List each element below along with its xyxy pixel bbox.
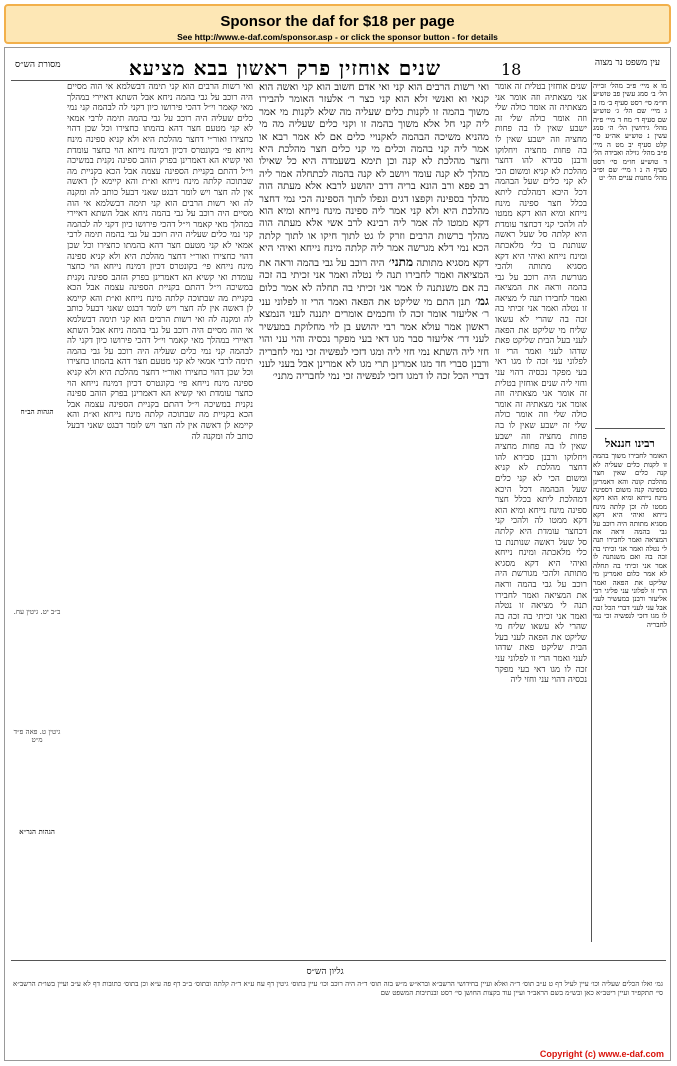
gemara-closing: מתני׳ xyxy=(272,371,293,383)
rabbenu-chananel xyxy=(593,436,667,956)
sponsor-subtitle[interactable]: See http://www.e-daf.com/sponsor.asp - or click the sponsor button - for details xyxy=(177,32,498,42)
page-number: 18 xyxy=(501,60,522,79)
footer-divider xyxy=(11,960,666,961)
rabbenu-chananel-text: האומר לחבירו משוך בהמה זו לקנות כלים שעליה לא קנה כלים שאין חצר מהלכת קונה והא דאמרינן בספינה קנה משום דספינה מינח נייחא ומיא הוא דקא ממטו לה וכן קלתה מינח נייחא ואיהי היא דקא מסגיא מתותה היה רוכב על גבי בהמה וראה את המציאה ואמר לחבירו תנה לי נטלה ואמר אני זכיתי בה זכה בה ואם משנתנה לו אמר אני זכיתי בה תחלה לא אמר כלום ואמרינן מי שליקט את הפאה ואמר הרי זו לפלוני עני פליגי רבי אליעזר ורבנן במעשיר לעני אבל עני לעני דברי הכל זכה לו מגו דזכי לנפשיה זכי נמי לחבריה xyxy=(593,452,667,629)
copyright-notice[interactable]: Copyright (c) www.e-daf.com xyxy=(539,1049,664,1059)
tosafot-text-continued: ואי רשות הרבים הוא קני תימה דבשלמא אי הוה מסיים היה רוכב על גבי בהמה ניחא אבל השתא דאיירי במהלך מאי קאמר וי״ל דהכי פירושו כיון דקני לה לבהמה קני נמי כלים שעליה היה רוכב על גבי בהמה תימה לרבי אמאי לא קני מטעם חצר דהא בהמתו כחצירו וכל שכן דהוי כחצירו ואור״י דחצר מהלכת היא ולא קניא ספינה מינח נייחא פי׳ בקונטרס דכיון דמינח נייחא הוי כחצר עומדת ואי קשיא הא דאמרינן בפרק הזהב ספינה נקנית במשיכה וי״ל דהתם בקניית הספינה עצמה אבל הכא בקניית מה שבתוכה קלתה מינח נייחא וא״ת והא קיימא לן דאשה אין לה חצר ויש לומר דבגט שאני דבעל כותב לה ומקנה לה xyxy=(67,315,253,442)
column-divider xyxy=(591,82,592,942)
rabbenu-chananel-heading: רבינו חננאל xyxy=(605,437,655,450)
sponsor-banner[interactable] xyxy=(4,4,671,44)
header-divider xyxy=(11,80,666,81)
mishnah-label: מתני׳ xyxy=(384,254,414,269)
ein-mishpat xyxy=(593,82,667,422)
masoret-hashas-heading: מסורת הש״ס xyxy=(15,60,61,70)
tosafot-text-continued: ואי רשות הרבים הוא קני תימה דבשלמא אי הוה מסיים היה רוכב על גבי בהמה ניחא אבל השתא דאיירי במהלך מאי קאמר וי״ל דהכי פירושו כיון דקני לה לבהמה קני נמי כלים שעליה היה רוכב על גבי בהמה תימה לרבי אמאי לא קני מטעם חצר דהא בהמתו כחצירו וכל שכן דהוי כחצירו ואור״י דחצר מהלכת היא ולא קניא ספינה מינח נייחא פי׳ בקונטרס דכיון דמינח נייחא הוי כחצר עומדת ואי קשיא הא דאמרינן בפרק הזהב ספינה נקנית במשיכה וי״ל דהתם בקניית הספינה עצמה אבל הכא בקניית מה שבתוכה קלתה מינח נייחא וא״ת והא קיימא לן דאשה אין לה חצר ויש לומר דבגט שאני דבעל כותב לה ומקנה לה xyxy=(67,198,253,326)
gemara-label: גמ׳ xyxy=(470,293,489,308)
rashi-commentary xyxy=(495,82,587,942)
margin-note: גיטין ט. פאה פ״ד מ״ט xyxy=(13,728,61,745)
talmud-page xyxy=(4,47,671,1061)
gilyon-hashas-text: גמ׳ ואלו הכלים שעליה וכו׳ עיין לעיל דף ט ע״ב תוס׳ ד״ה ואלא ועיין בחידושי הרשב״א וברא״ש מ״ש בזה תוס׳ ד״ה היה רוכב וכו׳ עיין בתוס׳ גיטין דף עח ע״א ד״ה קלתה ובתוס׳ ב״ב דף פה ע״א וכן בתוס׳ כתובות דף לא ע״ב ועיין בשו״ת הרשב״א סי׳ תתקפ״ד ועיין ריטב״א כאן ובש״מ בשם הראב״ד ועיין עוד בקצות החושן סי׳ רסט ובנתיבות המשפט שם xyxy=(13,980,663,997)
margin-note: הגהות הגר״א xyxy=(19,827,55,836)
margin-note: הגהות הב״ח xyxy=(20,407,54,416)
rashi-text-continued: שנים אוחזין בטלית זה אומר אני מצאתיה וזה אומר אני מצאתיה זה אומר כולה שלי וזה אומר כולה שלי זה ישבע שאין לו בה פחות מחציה וזה ישבע שאין לו בה פחות מחציה ויחלוקו ורבנן סבירא להו דחצר מהלכת לא קניא ומשום הכי לא קני כלים שעל הבהמה דכל היכא דמהלכת ליתא בכלל חצר ספינה מינח נייחא ומיא הוא דקא ממטו לה ולהכי קני דכחצר עומדת היא קלתה סל שעל ראשה שנותנת בו כלי מלאכתה ומינח נייחא ואיהי היא דקא מסגיא מתותה ולהכי מגורשת היה רוכב על גבי בהמה וראה את המציאה ואמר לחבירו תנה לי מציאה זו נטלה ואמר אני זכיתי בה זכה בה שהרי לא עשאו שליח מי שליקט את הפאה לעני בעל הבית שליקט פאת שדהו לעני ואמר הרי זו לפלוני עני זכה לו מגו דאי בעי מפקר נכסיה דהוי עני וחזי ליה xyxy=(495,378,587,686)
gemara-column xyxy=(259,82,489,942)
ein-mishpat-text: מו א מיי׳ פ״ב מהל׳ זכייה הל׳ ב׳ סמג עשין פב טוש״ע חו״מ סי׳ רסט סעיף ב׳ מז ב ג מיי׳ שם הל׳ ג׳ טוש״ע שם סעיף ד׳ מח ד מיי׳ פ״ה מהל׳ גירושין הל׳ ה׳ סמג עשין נ טוש״ע אה״ע סי׳ קלט סעיף יב מט ה מיי׳ פ״ב מהל׳ גזילה ואבידה הל׳ ד טוש״ע חו״מ סי׳ רסט סעיף ה נ ו מיי׳ שם ופ״ב מהל׳ מתנות עניים הל׳ יט xyxy=(593,82,667,183)
tosafot-text: ואי רשות הרבים הוא קני תימה דבשלמא אי הוה מסיים היה רוכב על גבי בהמה ניחא אבל השתא דאיירי במהלך מאי קאמר וי״ל דהכי פירושו כיון דקני לה לבהמה קני נמי כלים שעליה היה רוכב על גבי בהמה תימה לרבי אמאי לא קני מטעם חצר דהא בהמתו כחצירו וכל שכן דהוי כחצירו ואור״י דחצר מהלכת היא ולא קניא ספינה מינח נייחא פי׳ בקונטרס דכיון דמינח נייחא הוי כחצר עומדת ואי קשיא הא דאמרינן בפרק הזהב ספינה נקנית במשיכה וי״ל דהתם בקניית הספינה עצמה אבל הכא בקניית מה שבתוכה קלתה מינח נייחא וא״ת והא קיימא לן דאשה אין לה חצר ויש לומר דבגט שאני דבעל כותב לה ומקנה לה xyxy=(67,82,253,209)
page-title: שנים אוחזין פרק ראשון בבא מציעא xyxy=(128,56,442,80)
mishnah-text: היה רוכב על גבי בהמה וראה את המציאה ואמר לחבירו תנה לי נטלה ואמר אני זכיתי בה זכה בה אם משנתנה לו אמר אני זכיתי בה תחלה לא אמר כלום xyxy=(259,257,489,294)
rashi-text: שנים אוחזין בטלית זה אומר אני מצאתיה וזה אומר אני מצאתיה זה אומר כולה שלי וזה אומר כולה שלי זה ישבע שאין לו בה פחות מחציה וזה ישבע שאין לו בה פחות מחציה ויחלוקו ורבנן סבירא להו דחצר מהלכת לא קניא ומשום הכי לא קני כלים שעל הבהמה דכל היכא דמהלכת ליתא בכלל חצר ספינה מינח נייחא ומיא הוא דקא ממטו לה ולהכי קני דכחצר עומדת היא קלתה סל שעל ראשה שנותנת בו כלי מלאכתה ומינח נייחא ואיהי היא דקא מסגיא מתותה ולהכי מגורשת היה רוכב על גבי בהמה וראה את המציאה ואמר לחבירו תנה לי מציאה זו נטלה ואמר אני זכיתי בה זכה בה שהרי לא עשאו שליח מי שליקט את הפאה לעני בעל הבית שליקט פאת שדהו לעני ואמר הרי זו לפלוני עני זכה לו מגו דאי בעי מפקר נכסיה דהוי עני וחזי ליה xyxy=(495,82,587,389)
sponsor-title[interactable]: Sponsor the daf for $18 per page xyxy=(220,13,455,30)
gemara-discussion: תנן התם מי שליקט את הפאה ואמר הרי זו לפלוני עני ר׳ אליעזר אומר זכה לו וחכמים אומרים יתננה לעני הנמצא ראשון אמר עולא אמר רבי יהושע בן לוי מחלוקת במעשיר לעני דר׳ אליעזר סבר מגו דאי בעי מפקר נכסיה והוי עני והוי חזי ליה השתא נמי חזי ליה ומגו דזכי לנפשיה זכי נמי לחבריה ורבנן סברי חד מגו אמרינן תרי מגו לא אמרינן אבל בעני לעני דברי הכל זכה לו דמגו דזכי לנפשיה זכי נמי לחבריה xyxy=(259,296,489,383)
section-divider xyxy=(595,428,665,429)
margin-note: ב״ב יט. גיטין עח. xyxy=(13,608,61,616)
ein-mishpat-heading: עין משפט נר מצוה xyxy=(594,58,660,68)
gemara-text: ואי רשות הרבים הוא קני ואי אדם חשוב הוא קני ואשה הוא קנאי וא ואנשי זלא הוא קני כצר ר׳ אלעזר האומר להבירו משוך בהמה זו לקנות כלים שעליה מה שלא לקנות מי אמר ליה קני חל אלא משוך בהמה זו וקני כלים שעליה מה מי מהניא משיכה הבהמה לאקנויי כלים אם לא אמר רבא או אמר ליה קני בהמה וכלים מי קני כלים חצר מהלכת היא וחצר מהלכת לא קנה וכן תימא בשעמדה היא כל שאילו מהלך לא קנה עומד ויושב לא קנה בהמה לכתחלה אמר ליה רב פפא ורב הונא בריה דרב יהושע לרבא אלא מעתה הוה מהלך בספינה וקפצו דגים ונפלו לתוך הספינה הכי נמי דחצר מהלכת היא ולא קני אמר ליה ספינה מינח נייחא ומיא הוא דקא ממטו לה אמר ליה רבינא לרב אשי אלא מעתה הוה מהלך ברשות הרבים וזרק לו גט לתוך חיקו או לתוך קלתה הכא נמי דלא מגרשה אמר ליה קלתה מינח נייחא ואיהי היא דקא מסגיא מתותה xyxy=(259,82,489,269)
gilyon-hashas-heading: גליון הש״ס xyxy=(306,967,344,977)
tosafot-commentary xyxy=(67,82,253,942)
